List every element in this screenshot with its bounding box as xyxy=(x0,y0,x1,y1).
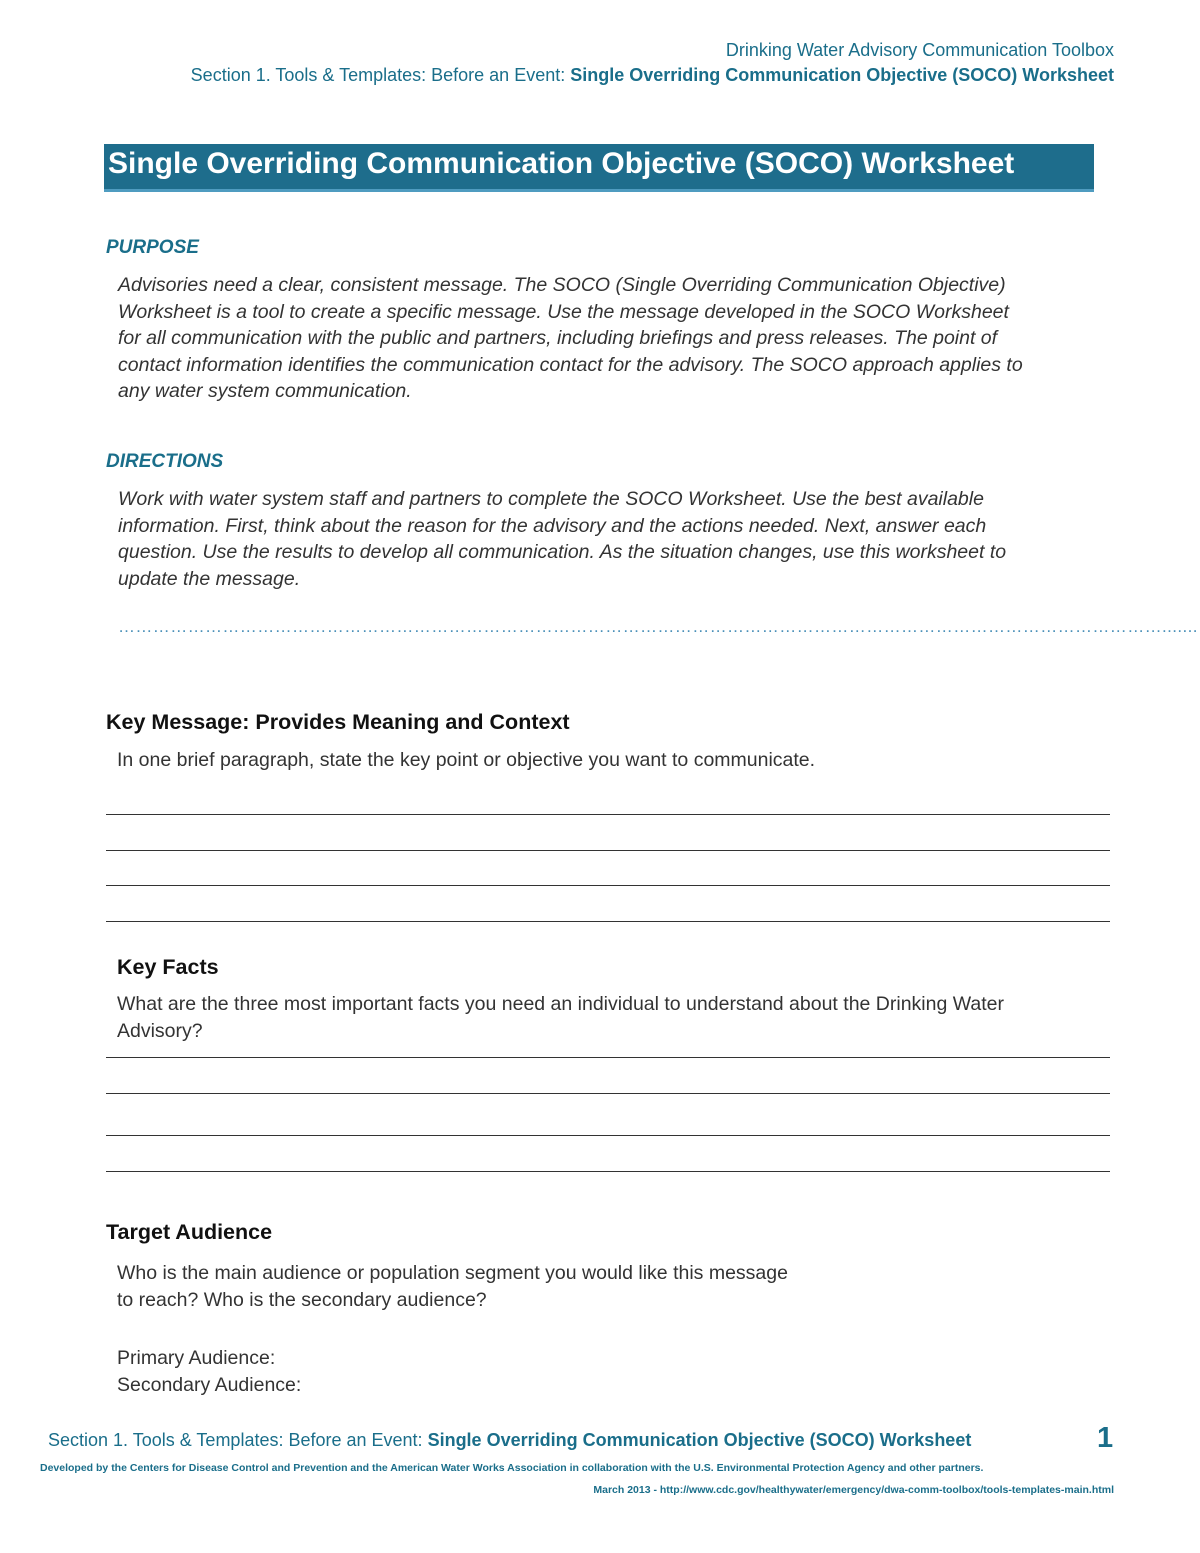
purpose-label: PURPOSE xyxy=(106,237,199,258)
key-message-answer-line[interactable] xyxy=(106,885,1110,886)
directions-line: information. First, think about the reason for the advisory and the actions needed. Next, answer each xyxy=(118,514,987,537)
directions-line: update the message. xyxy=(118,567,301,590)
target-audience-prompt-line: Who is the main audience or population segment you would like this message xyxy=(117,1262,788,1284)
key-facts-heading: Key Facts xyxy=(117,955,219,979)
purpose-line: Worksheet is a tool to create a specific message. Use the message developed in the SOCO Worksheet xyxy=(118,300,1009,323)
directions-line: Work with water system staff and partners to complete the SOCO Worksheet. Use the best available xyxy=(118,488,984,510)
title-bar xyxy=(104,144,1094,192)
key-facts-answer-line[interactable] xyxy=(106,1093,1110,1094)
purpose-line: for all communication with the public and partners, including briefings and press releases. The point of xyxy=(118,327,998,349)
target-audience-heading: Target Audience xyxy=(106,1220,273,1244)
target-audience-prompt-line: to reach? Who is the secondary audience? xyxy=(117,1289,487,1311)
key-facts-answer-line[interactable] xyxy=(106,1135,1110,1136)
key-message-answer-line[interactable] xyxy=(106,814,1110,815)
purpose-line: Advisories need a clear, consistent message. The SOCO (Single Overriding Communication Objective) xyxy=(118,274,1006,296)
key-facts-prompt-line: What are the three most important facts you need an individual to understand about the Drinking Water xyxy=(117,993,1005,1015)
footer-section-title: Single Overriding Communication Objective (SOCO) Worksheet xyxy=(427,1430,972,1450)
directions-label: DIRECTIONS xyxy=(106,451,224,472)
page-number: 1 xyxy=(1097,1422,1114,1454)
key-facts-prompt xyxy=(117,991,1004,1045)
key-facts-prompt-line: Advisory? xyxy=(117,1020,203,1042)
key-message-prompt: In one brief paragraph, state the key point or objective you want to communicate. xyxy=(117,749,816,771)
footer-credits: Developed by the Centers for Disease Control and Prevention and the American Water Works Association in collaboration with the U.S. Environmental Protection Agency and other partners. xyxy=(40,1462,984,1474)
target-audience-prompt xyxy=(117,1260,788,1314)
key-message-answer-line[interactable] xyxy=(106,850,1110,851)
key-facts-answer-line[interactable] xyxy=(106,1171,1110,1172)
key-message-heading: Key Message: Provides Meaning and Context xyxy=(106,710,570,734)
directions-text xyxy=(118,486,1098,592)
footer-section-line xyxy=(48,1430,971,1451)
key-message-answer-line[interactable] xyxy=(106,921,1110,922)
purpose-line: any water system communication. xyxy=(118,380,412,402)
footer-section-prefix: Section 1. Tools & Templates: Before an Event: xyxy=(48,1430,428,1450)
header-section-prefix: Section 1. Tools & Templates: Before an Event: xyxy=(190,65,571,85)
key-facts-answer-line[interactable] xyxy=(106,1057,1110,1058)
primary-audience-label: Primary Audience: xyxy=(117,1347,276,1369)
header-section-line xyxy=(191,65,1114,86)
directions-line: question. Use the results to develop all communication. As the situation changes, use this worksheet to xyxy=(118,541,1007,563)
secondary-audience-label: Secondary Audience: xyxy=(117,1374,302,1396)
purpose-text xyxy=(118,272,1098,405)
page-title: Single Overriding Communication Objective (SOCO) Worksheet xyxy=(108,147,1015,180)
toolbox-title: Drinking Water Advisory Communication Toolbox xyxy=(725,40,1114,60)
header-section-title: Single Overriding Communication Objective (SOCO) Worksheet xyxy=(570,65,1114,85)
dotted-separator: ………………………………………………………………………………………………………………………………………………………………....... xyxy=(118,617,1198,636)
purpose-line: contact information identifies the communication contact for the advisory. The SOCO approach applies to xyxy=(118,353,1023,376)
footer-date-url[interactable]: March 2013 - http://www.cdc.gov/healthywater/emergency/dwa-comm-toolbox/tools-templates-main.html xyxy=(593,1484,1114,1496)
